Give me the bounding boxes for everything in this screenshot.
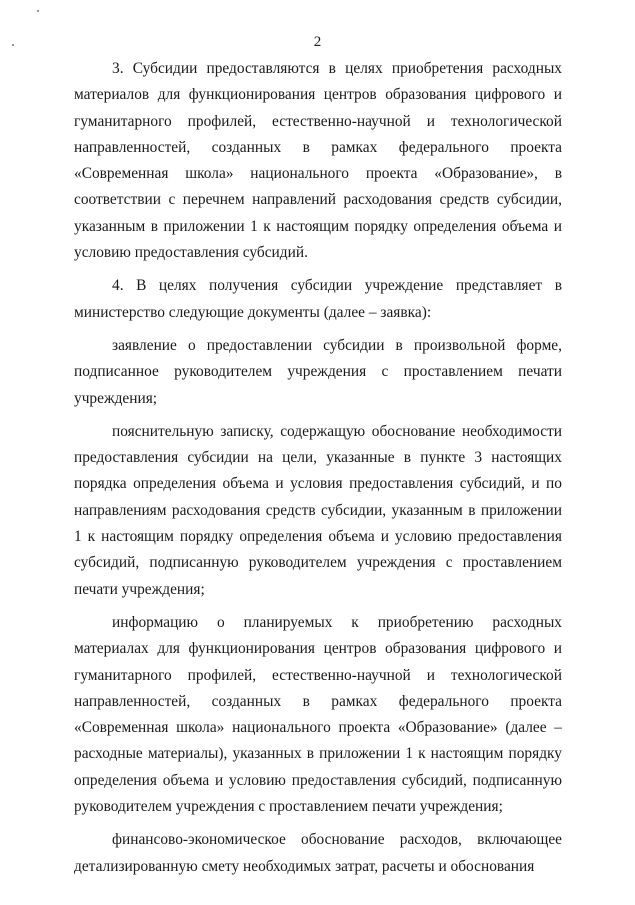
document-body <box>74 56 562 880</box>
paragraph-application: заявление о предоставлении субсидии в произвольной форме, подписанное руководителем учреждения с проставлением печати учреждения; <box>74 336 562 407</box>
paragraph-materials-info: информацию о планируемых к приобретению расходных материалах для функционирования центров образования цифрового и гуманитарного профилей, естественно-научной и технологической направленностей, созданных в рамках федерального проекта «Современная школа» национального проекта «Образование» (далее – расходные материалы), указанных в приложении 1 к настоящим порядку определения объема и условию предоставления субсидий, подписанную руководителем учреждения с проставлением печати учреждения; <box>74 613 562 816</box>
scan-speck <box>37 10 39 12</box>
page-number: 2 <box>313 34 322 50</box>
paragraph-explanatory-note: пояснительную записку, содержащую обоснование необходимости предоставления субсидии на цели, указанные в пункте 3 настоящих порядка определения объема и условия предоставления субсидий, и по направлениям расходования средств субсидии, указанным в приложении 1 к настоящим порядку определения объема и условию предоставления субсидий, подписанную руководителем учреждения с проставлением печати учреждения; <box>74 422 562 598</box>
paragraph-financial-justification: финансово-экономическое обоснование расходов, включающее детализированную смету необходимых затрат, расчеты и обоснования <box>74 831 562 875</box>
paragraph-item-3: 3. Субсидии предоставляются в целях приобретения расходных материалов для функционирования центров образования цифрового и гуманитарного профилей, естественно-научной и технологической направленностей, созданных в рамках федерального проекта «Современная школа» национального проекта «Образование», в соответствии с перечнем направлений расходования средств субсидии, указанным в приложении 1 к настоящим порядку определения объема и условию предоставления субсидий. <box>74 60 562 262</box>
paragraph-item-4: 4. В целях получения субсидии учреждение представляет в министерство следующие документы (далее – заявка): <box>74 277 562 321</box>
